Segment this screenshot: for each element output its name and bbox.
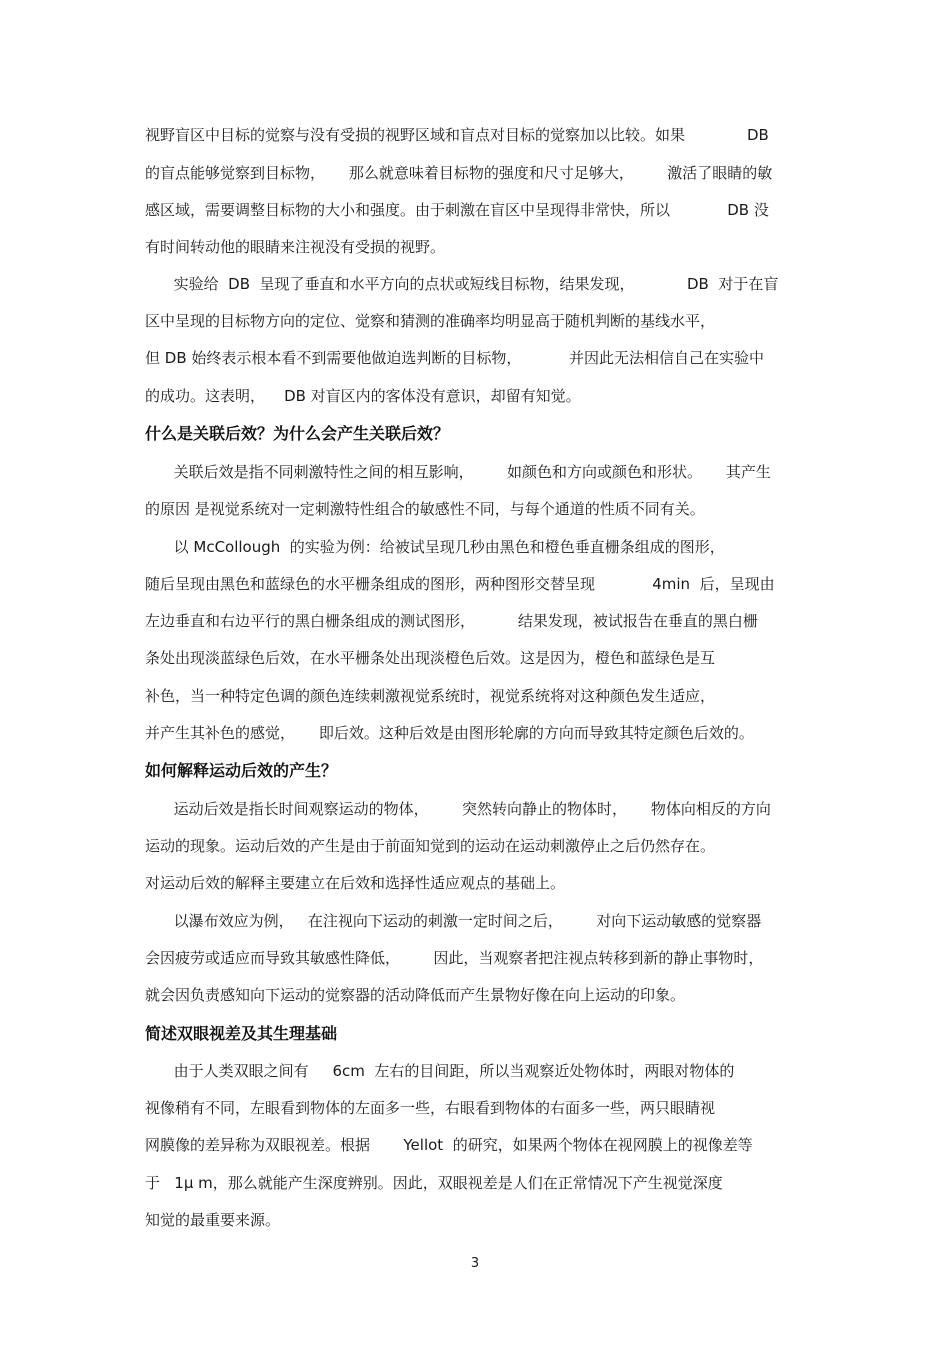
paragraph-line: 补色，当一种特定色调的颜色连续刺激视觉系统时，视觉系统将对这种颜色发生适应，: [145, 687, 716, 705]
paragraph-line: 会因疲劳或适应而导致其敏感性降低， 因此，当观察者把注视点转移到新的静止事物时，: [145, 949, 764, 967]
paragraph-line: 以 McCollough 的实验为例：给被试呈现几秒由黑色和橙色垂直栅条组成的图形，: [145, 538, 725, 556]
paragraph-line: 感区域，需要调整目标物的大小和强度。由于刺激在盲区中呈现得非常快，所以 DB 没: [145, 201, 769, 219]
paragraph-line: 并产生其补色的感觉， 即后效。这种后效是由图形轮廓的方向而导致其特定颜色后效的。: [145, 724, 754, 742]
paragraph-line: 就会因负责感知向下运动的觉察器的活动降低而产生景物好像在向上运动的印象。: [145, 986, 686, 1004]
paragraph-line: 有时间转动他的眼睛来注视没有受损的视野。: [145, 238, 446, 256]
paragraph-line: 知觉的最重要来源。: [145, 1211, 281, 1229]
paragraph-line: 以瀑布效应为例， 在注视向下运动的刺激一定时间之后， 对向下运动敏感的觉察器: [145, 912, 762, 930]
paragraph-line: 随后呈现由黑色和蓝绿色的水平栅条组成的图形，两种图形交替呈现 4min 后，呈现由: [145, 575, 775, 593]
section-heading-motion: 如何解释运动后效的产生？: [145, 761, 338, 780]
paragraph-line: 视野盲区中目标的觉察与没有受损的视野区域和盲点对目标的觉察加以比较。如果 DB: [145, 126, 769, 144]
paragraph-line: 左边垂直和右边平行的黑白栅条组成的测试图形， 结果发现，被试报告在垂直的黑白栅: [145, 612, 758, 630]
paragraph-line: 网膜像的差异称为双眼视差。根据 Yellot 的研究，如果两个物体在视网膜上的视像差等: [145, 1136, 753, 1154]
paragraph-line: 的成功。这表明， DB 对盲区内的客体没有意识，却留有知觉。: [145, 387, 581, 405]
paragraph-line: 但 DB 始终表示根本看不到需要他做迫选判断的目标物， 并因此无法相信自己在实验中: [145, 349, 765, 367]
paragraph-line: 关联后效是指不同刺激特性之间的相互影响， 如颜色和方向或颜色和形状。 其产生: [145, 463, 771, 481]
paragraph-line: 运动的现象。运动后效的产生是由于前面知觉到的运动在运动刺激停止之后仍然存在。: [145, 837, 716, 855]
page-number: 3: [470, 1256, 480, 1271]
section-heading-binocular: 简述双眼视差及其生理基础: [145, 1024, 338, 1043]
paragraph-line: 条处出现淡蓝绿色后效，在水平栅条处出现淡橙色后效。这是因为，橙色和蓝绿色是互: [145, 649, 716, 667]
paragraph-line: 实验给 DB 呈现了垂直和水平方向的点状或短线目标物，结果发现， DB 对于在盲: [145, 275, 779, 293]
paragraph-line: 对运动后效的解释主要建立在后效和选择性适应观点的基础上。: [145, 874, 566, 892]
paragraph-line: 的盲点能够觉察到目标物， 那么就意味着目标物的强度和尺寸足够大， 激活了眼睛的敏: [145, 164, 773, 182]
paragraph-line: 由于人类双眼之间有 6cm 左右的目间距，所以当观察近处物体时，两眼对物体的: [145, 1062, 735, 1080]
paragraph-line: 运动后效是指长时间观察运动的物体， 突然转向静止的物体时， 物体向相反的方向: [145, 800, 771, 818]
section-heading-contingent: 什么是关联后效？为什么会产生关联后效？: [145, 424, 450, 443]
paragraph-line: 区中呈现的目标物方向的定位、觉察和猜测的准确率均明显高于随机判断的基线水平，: [145, 312, 716, 330]
paragraph-line: 于 1μ m，那么就能产生深度辨别。因此，双眼视差是人们在正常情况下产生视觉深度: [145, 1174, 723, 1192]
paragraph-line: 的原因 是视觉系统对一定刺激特性组合的敏感性不同，与每个通道的性质不同有关。: [145, 500, 705, 518]
paragraph-line: 视像稍有不同，左眼看到物体的左面多一些，右眼看到物体的右面多一些，两只眼睛视: [145, 1099, 716, 1117]
